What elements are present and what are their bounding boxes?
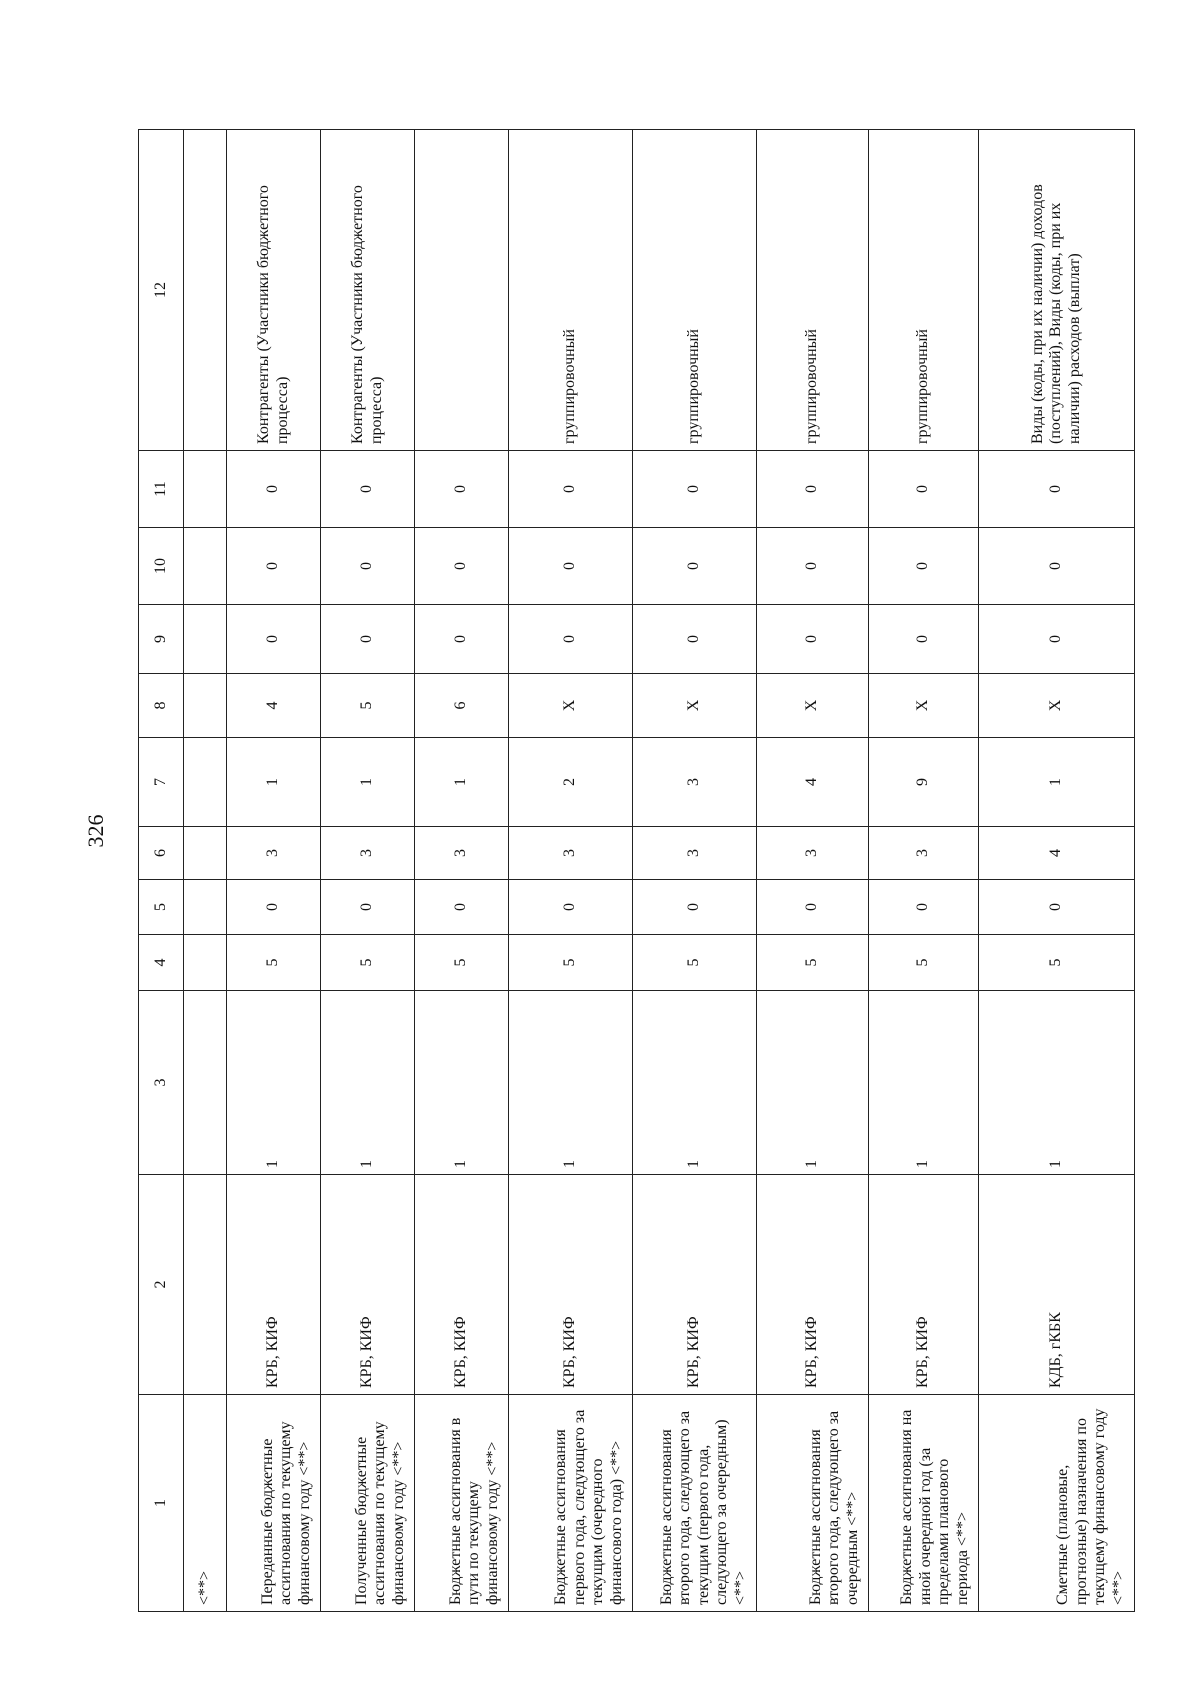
sub-cell bbox=[184, 935, 227, 991]
code-cell: КРБ, КИФ bbox=[869, 1175, 979, 1395]
row-name-cell: Переданные бюджетные ассигнования по текущему финансовому году <**> bbox=[227, 1395, 321, 1612]
col6-cell: 4 bbox=[979, 827, 1135, 880]
col5-cell: 0 bbox=[757, 880, 869, 935]
col6-cell: 3 bbox=[757, 827, 869, 880]
table-row bbox=[979, 130, 1135, 1612]
col3-blank-cell bbox=[509, 991, 633, 1167]
col12-cell: группировочный bbox=[509, 130, 633, 451]
sub-cell bbox=[184, 880, 227, 935]
col9-cell: 0 bbox=[979, 605, 1135, 674]
col3-blank-cell bbox=[979, 991, 1135, 1167]
col11-cell: 0 bbox=[757, 451, 869, 528]
col6-cell: 3 bbox=[509, 827, 633, 880]
sub-cell bbox=[184, 605, 227, 674]
col9-cell: 0 bbox=[869, 605, 979, 674]
sub-cell: <**> bbox=[184, 1395, 227, 1612]
sub-cell bbox=[184, 827, 227, 880]
col9-cell: 0 bbox=[227, 605, 321, 674]
col3-value-cell: 1 bbox=[979, 1167, 1135, 1175]
sub-cell bbox=[184, 1175, 227, 1395]
header-cell: 1 bbox=[139, 1395, 184, 1612]
table-row bbox=[509, 130, 633, 1612]
code-cell: КРБ, КИФ bbox=[633, 1175, 757, 1395]
sub-cell bbox=[184, 991, 227, 1175]
col12-cell: группировочный bbox=[633, 130, 757, 451]
table-row bbox=[415, 130, 509, 1612]
header-cell: 6 bbox=[139, 827, 184, 880]
header-cell: 11 bbox=[139, 451, 184, 528]
col4-cell: 5 bbox=[415, 935, 509, 991]
account-codes-table bbox=[138, 129, 1135, 1612]
sub-cell bbox=[184, 528, 227, 605]
col10-cell: 0 bbox=[633, 528, 757, 605]
col11-cell: 0 bbox=[979, 451, 1135, 528]
col7-cell: 1 bbox=[415, 738, 509, 827]
col10-cell: 0 bbox=[869, 528, 979, 605]
col7-cell: 3 bbox=[633, 738, 757, 827]
col9-cell: 0 bbox=[509, 605, 633, 674]
col3-value-cell: 1 bbox=[757, 1167, 869, 1175]
col7-cell: 1 bbox=[227, 738, 321, 827]
col8-cell: X bbox=[509, 674, 633, 738]
col12-cell bbox=[415, 130, 509, 451]
col4-cell: 5 bbox=[757, 935, 869, 991]
col3-blank-cell bbox=[869, 991, 979, 1167]
col3-blank-cell bbox=[227, 991, 321, 1167]
col7-cell: 4 bbox=[757, 738, 869, 827]
col8-cell: X bbox=[633, 674, 757, 738]
sub-cell bbox=[184, 738, 227, 827]
col3-value-cell: 1 bbox=[321, 1167, 415, 1175]
col5-cell: 0 bbox=[227, 880, 321, 935]
col5-cell: 0 bbox=[509, 880, 633, 935]
row-name-cell: Полученные бюджетные ассигнования по текущему финансовому году <**> bbox=[321, 1395, 415, 1612]
col6-cell: 3 bbox=[227, 827, 321, 880]
col12-cell: группировочный bbox=[869, 130, 979, 451]
col10-cell: 0 bbox=[321, 528, 415, 605]
col12-cell: Контрагенты (Участники бюджетного процесса) bbox=[227, 130, 321, 451]
col8-cell: 4 bbox=[227, 674, 321, 738]
table-row bbox=[869, 130, 979, 1612]
col5-cell: 0 bbox=[415, 880, 509, 935]
code-cell: КРБ, КИФ bbox=[415, 1175, 509, 1395]
col6-cell: 3 bbox=[633, 827, 757, 880]
col3-blank-cell bbox=[633, 991, 757, 1167]
col3-value-cell: 1 bbox=[633, 1167, 757, 1175]
table-row bbox=[757, 130, 869, 1612]
col4-cell: 5 bbox=[509, 935, 633, 991]
row-name-cell: Бюджетные ассигнования второго года, следующего за текущим (первого года, следующего за очередным) <**> bbox=[633, 1395, 757, 1612]
col11-cell: 0 bbox=[869, 451, 979, 528]
header-cell: 5 bbox=[139, 880, 184, 935]
col3-value-cell: 1 bbox=[415, 1167, 509, 1175]
col6-cell: 3 bbox=[415, 827, 509, 880]
col3-value-cell: 1 bbox=[227, 1167, 321, 1175]
col6-cell: 3 bbox=[869, 827, 979, 880]
row-name-cell: Бюджетные ассигнования второго года, следующего за очередным <**> bbox=[757, 1395, 869, 1612]
col10-cell: 0 bbox=[757, 528, 869, 605]
col3-value-cell: 1 bbox=[869, 1167, 979, 1175]
table-row bbox=[633, 130, 757, 1612]
col5-cell: 0 bbox=[979, 880, 1135, 935]
col12-cell: группировочный bbox=[757, 130, 869, 451]
col3-blank-cell bbox=[757, 991, 869, 1167]
col7-cell: 9 bbox=[869, 738, 979, 827]
col11-cell: 0 bbox=[321, 451, 415, 528]
col7-cell: 2 bbox=[509, 738, 633, 827]
col10-cell: 0 bbox=[979, 528, 1135, 605]
code-cell: КРБ, КИФ bbox=[227, 1175, 321, 1395]
col8-cell: X bbox=[757, 674, 869, 738]
header-cell: 10 bbox=[139, 528, 184, 605]
col8-cell: X bbox=[979, 674, 1135, 738]
col4-cell: 5 bbox=[227, 935, 321, 991]
header-cell: 3 bbox=[139, 991, 184, 1175]
col9-cell: 0 bbox=[633, 605, 757, 674]
col4-cell: 5 bbox=[869, 935, 979, 991]
col6-cell: 3 bbox=[321, 827, 415, 880]
col4-cell: 5 bbox=[979, 935, 1135, 991]
col3-blank-cell bbox=[321, 991, 415, 1167]
col7-cell: 1 bbox=[979, 738, 1135, 827]
col12-cell: Виды (коды, при их наличии) доходов (поступлений), Виды (коды, при их наличии) расходов (выплат) bbox=[979, 130, 1135, 451]
col8-cell: 5 bbox=[321, 674, 415, 738]
col3-value-cell: 1 bbox=[509, 1167, 633, 1175]
header-row bbox=[139, 130, 184, 1612]
col9-cell: 0 bbox=[321, 605, 415, 674]
code-cell: КДБ, гКБК bbox=[979, 1175, 1135, 1395]
col5-cell: 0 bbox=[869, 880, 979, 935]
sub-cell bbox=[184, 130, 227, 451]
row-name-cell: Сметные (плановые, прогнозные) назначения по текущему финансовому году <**> bbox=[979, 1395, 1135, 1612]
table-row bbox=[321, 130, 415, 1612]
col10-cell: 0 bbox=[415, 528, 509, 605]
col5-cell: 0 bbox=[321, 880, 415, 935]
header-cell: 8 bbox=[139, 674, 184, 738]
page-number: 326 bbox=[83, 814, 108, 848]
col11-cell: 0 bbox=[415, 451, 509, 528]
rotated-table-wrapper bbox=[138, 130, 1127, 1612]
col9-cell: 0 bbox=[415, 605, 509, 674]
table-row bbox=[227, 130, 321, 1612]
col11-cell: 0 bbox=[227, 451, 321, 528]
col8-cell: 6 bbox=[415, 674, 509, 738]
col11-cell: 0 bbox=[509, 451, 633, 528]
sub-cell bbox=[184, 451, 227, 528]
col12-cell: Контрагенты (Участники бюджетного процесса) bbox=[321, 130, 415, 451]
row-name-cell: Бюджетные ассигнования в пути по текущему финансовому году <**> bbox=[415, 1395, 509, 1612]
col9-cell: 0 bbox=[757, 605, 869, 674]
code-cell: КРБ, КИФ bbox=[509, 1175, 633, 1395]
header-cell: 2 bbox=[139, 1175, 184, 1395]
col8-cell: X bbox=[869, 674, 979, 738]
col10-cell: 0 bbox=[227, 528, 321, 605]
code-cell: КРБ, КИФ bbox=[757, 1175, 869, 1395]
row-name-cell: Бюджетные ассигнования первого года, следующего за текущим (очередного финансового года) <**> bbox=[509, 1395, 633, 1612]
subheader-row bbox=[184, 130, 227, 1612]
header-cell: 7 bbox=[139, 738, 184, 827]
col3-blank-cell bbox=[415, 991, 509, 1167]
code-cell: КРБ, КИФ bbox=[321, 1175, 415, 1395]
col11-cell: 0 bbox=[633, 451, 757, 528]
col4-cell: 5 bbox=[321, 935, 415, 991]
sub-cell bbox=[184, 674, 227, 738]
header-cell: 9 bbox=[139, 605, 184, 674]
header-cell: 4 bbox=[139, 935, 184, 991]
col5-cell: 0 bbox=[633, 880, 757, 935]
col4-cell: 5 bbox=[633, 935, 757, 991]
col7-cell: 1 bbox=[321, 738, 415, 827]
header-cell: 12 bbox=[139, 130, 184, 451]
row-name-cell: Бюджетные ассигнования на иной очередной год (за пределами планового периода <**> bbox=[869, 1395, 979, 1612]
col10-cell: 0 bbox=[509, 528, 633, 605]
